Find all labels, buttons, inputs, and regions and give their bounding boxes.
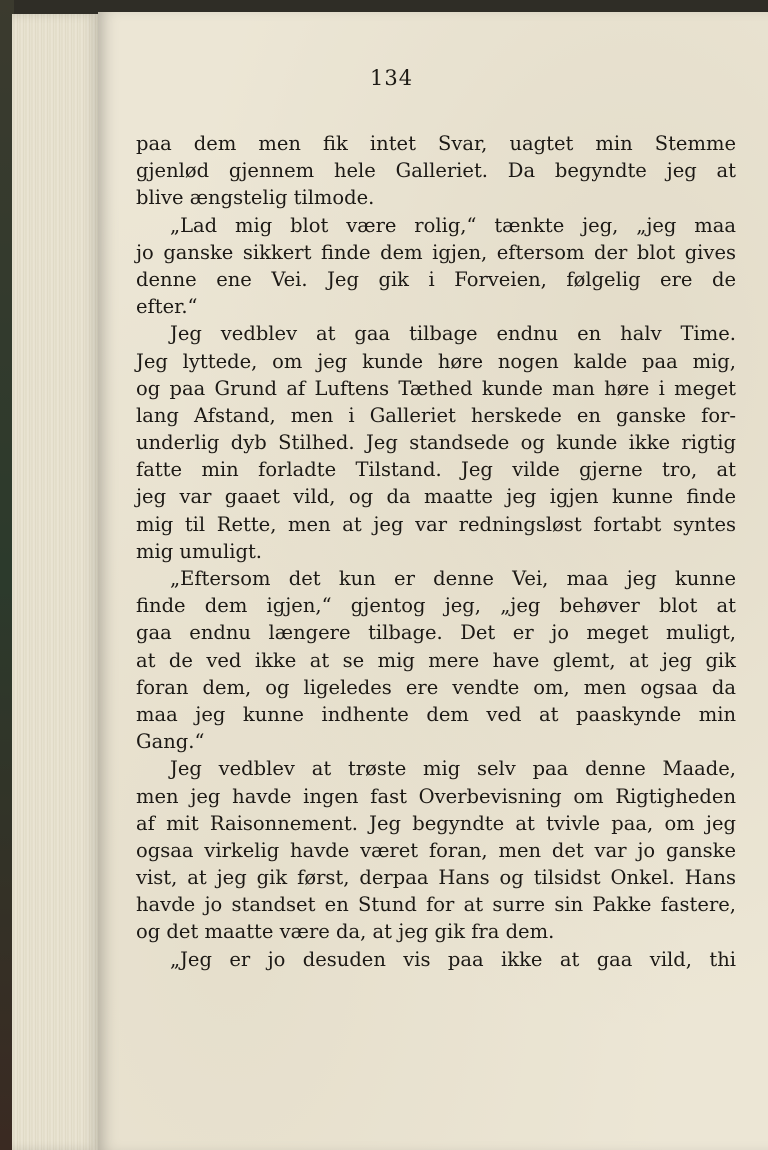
text-line: gaa endnu længere tilbage. Det er jo meget muligt,	[136, 621, 736, 645]
text-line: Jeg lyttede, om jeg kunde høre nogen kalde paa mig,	[136, 349, 736, 373]
text-line: havde jo standset en Stund for at surre sin Pakke fastere,	[136, 893, 736, 917]
text-line: lang Afstand, men i Galleriet herskede en ganske for-	[136, 403, 736, 427]
text-line: og paa Grund af Luftens Tæthed kunde man høre i meget	[136, 376, 736, 400]
page-edges	[12, 14, 98, 1150]
text-line: fatte min forladte Tilstand. Jeg vilde gjerne tro, at	[136, 458, 736, 482]
text-line: „Jeg er jo desuden vis paa ikke at gaa vild, thi	[170, 947, 736, 971]
text-line: gjenlød gjennem hele Galleriet. Da begyndte jeg at	[136, 159, 736, 183]
text-line: jo ganske sikkert finde dem igjen, eftersom der blot gives	[136, 240, 736, 264]
page-number: 134	[370, 66, 414, 90]
text-line: men jeg havde ingen fast Overbevisning om Rigtigheden	[136, 784, 736, 808]
text-line: maa jeg kunne indhente dem ved at paaskynde min	[136, 702, 736, 726]
text-line: vist, at jeg gik først, derpaa Hans og tilsidst Onkel. Hans	[136, 866, 736, 890]
body-text	[136, 130, 736, 973]
text-line: denne ene Vei. Jeg gik i Forveien, følgelig ere de	[136, 267, 736, 291]
text-line: ogsaa virkelig havde været foran, men det var jo ganske	[136, 838, 736, 862]
text-line: finde dem igjen,“ gjentog jeg, „jeg behøver blot at	[136, 594, 736, 618]
text-line: Jeg vedblev at gaa tilbage endnu en halv Time.	[170, 322, 736, 346]
text-line: jeg var gaaet vild, og da maatte jeg igjen kunne finde	[136, 485, 736, 509]
text-line: og det maatte være da, at jeg gik fra dem.	[136, 920, 555, 944]
text-line: „Eftersom det kun er denne Vei, maa jeg kunne	[170, 567, 736, 590]
text-line: foran dem, og ligeledes ere vendte om, men ogsaa da	[136, 675, 736, 699]
text-line: paa dem men fik intet Svar, uagtet min Stemme	[136, 132, 736, 155]
text-line: at de ved ikke at se mig mere have glemt, at jeg gik	[136, 648, 736, 672]
text-line: blive ængstelig tilmode.	[136, 186, 375, 210]
text-line: Gang.“	[136, 730, 205, 754]
text-line: efter.“	[136, 295, 198, 319]
text-line: underlig dyb Stilhed. Jeg standsede og kunde ikke rigtig	[136, 431, 736, 455]
text-line: mig til Rette, men at jeg var redningsløst fortabt syntes	[136, 512, 736, 536]
text-line: „Lad mig blot være rolig,“ tænkte jeg, „jeg maa	[170, 213, 736, 237]
text-line: mig umuligt.	[136, 539, 263, 563]
text-line: af mit Raisonnement. Jeg begyndte at tvivle paa, om jeg	[136, 811, 736, 835]
text-line: Jeg vedblev at trøste mig selv paa denne Maade,	[170, 757, 736, 781]
